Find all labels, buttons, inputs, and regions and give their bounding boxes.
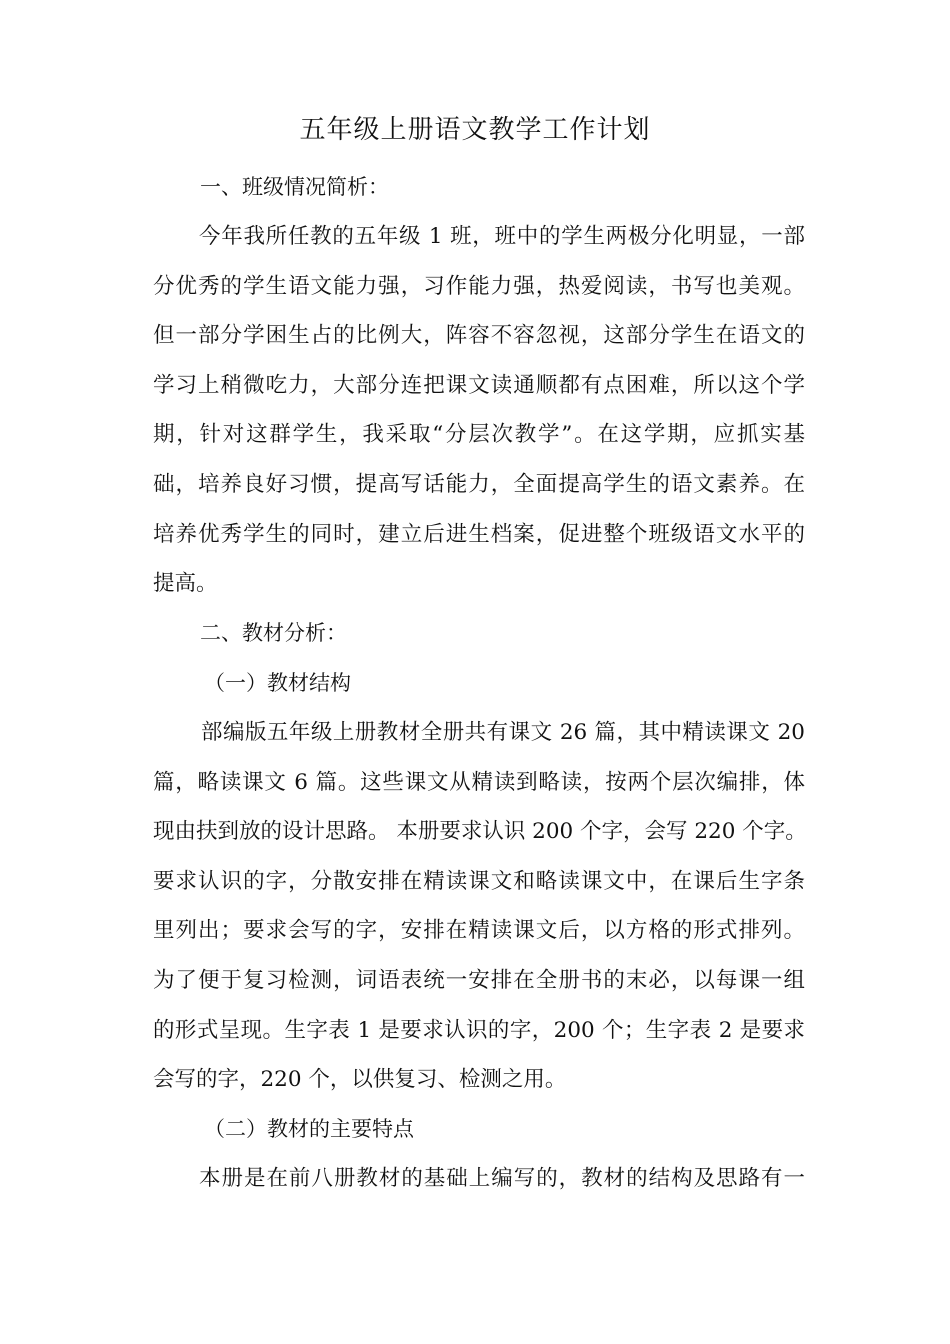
paragraph-line: 要求认识的字，分散安排在精读课文和略读课文中，在课后生字条 — [153, 868, 805, 894]
section-heading-textbook-analysis: 二、教材分析： — [200, 621, 347, 645]
paragraph-line: 本册是在前八册教材的基础上编写的，教材的结构及思路有一 — [199, 1166, 805, 1191]
paragraph-line: 的形式呈现。生字表 1 是要求认识的字，200 个；生字表 2 是要求 — [153, 1017, 805, 1043]
paragraph-line: 里列出；要求会写的字，安排在精读课文后，以方格的形式排列。 — [153, 918, 805, 944]
document-title: 五年级上册语文教学工作计划 — [299, 115, 651, 145]
section-heading-class-analysis: 一、班级情况简析： — [200, 175, 389, 199]
paragraph-line: 培养优秀学生的同时，建立后进生档案，促进整个班级语文水平的 — [153, 521, 805, 547]
subsection-heading-main-features: （二）教材的主要特点 — [204, 1117, 414, 1141]
subsection-heading-textbook-structure: （一）教材结构 — [204, 671, 351, 695]
paragraph-line: 分优秀的学生语文能力强，习作能力强，热爱阅读，书写也美观。 — [153, 273, 805, 299]
paragraph-main-features — [153, 1154, 805, 1204]
paragraph-line: 篇，略读课文 6 篇。这些课文从精读到略读，按两个层次编排，体 — [153, 769, 805, 795]
paragraph-line: 会写的字，220 个，以供复习、检测之用。 — [153, 1067, 567, 1093]
paragraph-textbook-structure — [153, 708, 805, 1105]
paragraph-line: 今年我所任教的五年级 1 班，班中的学生两极分化明显，一部 — [199, 224, 805, 249]
paragraph-line: 现由扶到放的设计思路。 本册要求认识 200 个字，会写 220 个字。 — [153, 819, 807, 845]
paragraph-line: 期，针对这群学生，我采取“分层次教学”。在这学期，应抓实基 — [153, 422, 805, 448]
paragraph-line: 提高。 — [153, 571, 218, 597]
paragraph-line: 础，培养良好习惯，提高写话能力，全面提高学生的语文素养。在 — [153, 471, 805, 497]
paragraph-line: 学习上稍微吃力，大部分连把课文读通顺都有点困难，所以这个学 — [153, 372, 805, 398]
paragraph-line: 但一部分学困生占的比例大，阵容不容忽视，这部分学生在语文的 — [153, 323, 805, 349]
paragraph-class-analysis — [153, 212, 805, 609]
paragraph-line: 为了便于复习检测，词语表统一安排在全册书的末必，以每课一组 — [153, 967, 805, 993]
paragraph-line: 部编版五年级上册教材全册共有课文 26 篇，其中精读课文 20 — [201, 720, 805, 745]
